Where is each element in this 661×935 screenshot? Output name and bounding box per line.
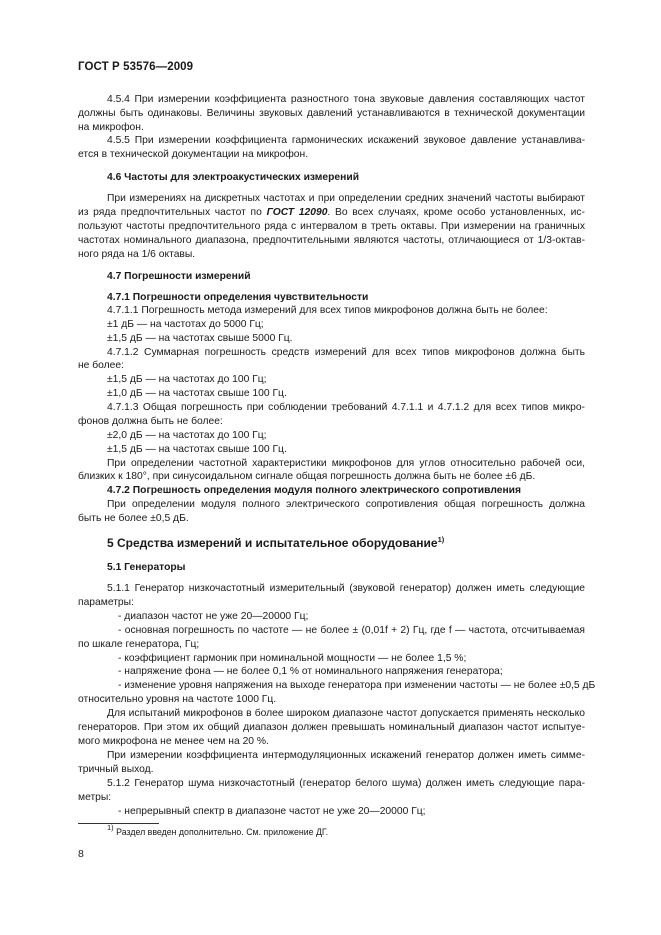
list-item: ±2,0 дБ — на частотах до 100 Гц; xyxy=(107,430,267,441)
paragraph-line: частотах номинального диапазона, предпочтительными являются частоты, отличающиеся от 1/3-октав- xyxy=(78,235,585,246)
chapter-heading xyxy=(107,536,585,550)
paragraph-line: ного ряда на 1/6 октавы. xyxy=(78,249,196,260)
paragraph-line xyxy=(78,206,585,220)
list-item: - коэффициент гармоник при номинальной мощности — не более 1,5 %; xyxy=(118,653,467,664)
paragraph-line: 5.1.2 Генератор шума низкочастотный (генератор белого шума) должен иметь следующие пара- xyxy=(107,778,585,789)
list-item: - непрерывный спектр в диапазоне частот не уже 20—20000 Гц; xyxy=(118,806,426,817)
list-item: - изменение уровня напряжения на выходе генератора при изменении частоты — не более ±0,5 дБ xyxy=(118,680,596,691)
chapter-title: 5 Средства измерений и испытательное оборудование xyxy=(107,536,438,550)
section-heading: 5.1 Генераторы xyxy=(107,562,186,573)
page-number: 8 xyxy=(78,848,84,860)
paragraph-line: 5.1.1 Генератор низкочастотный измерительный (звуковой генератор) должен иметь следующие xyxy=(107,583,585,594)
paragraph-line: При определении модуля полного электрического сопротивления общая погрешность должна xyxy=(107,499,585,510)
paragraph-line: на микрофон. xyxy=(78,122,144,133)
text-run: из ряда предпочтительных частот по xyxy=(78,207,267,218)
paragraph-line: метры: xyxy=(78,792,112,803)
paragraph-line: 4.7.1.2 Суммарная погрешность средств измерений для всех типов микрофонов должна быть xyxy=(107,347,585,358)
paragraph-line: пользуют частоты предпочтительного ряда с интервалом в треть октавы. При измерении на граничных xyxy=(78,221,585,232)
list-item: - напряжение фона — не более 0,1 % от номинального напряжения генератора; xyxy=(118,666,503,677)
paragraph-line: по шкале генератора, Гц; xyxy=(78,639,200,650)
footnote-mark: 1) xyxy=(107,823,114,832)
footnote-divider xyxy=(78,823,159,824)
list-item: ±1,5 дБ — на частотах свыше 100 Гц. xyxy=(107,444,287,455)
paragraph-line: тричный выход. xyxy=(78,764,154,775)
paragraph-line: 4.7.1.1 Погрешность метода измерений для всех типов микрофонов должна быть не более: xyxy=(107,305,548,316)
paragraph-line: 4.5.4 При измерении коэффициента разностного тона звуковые давления составляющих частот xyxy=(107,94,585,105)
list-item: ±1,0 дБ — на частотах свыше 100 Гц. xyxy=(107,388,287,399)
text-run: . Во всех случаях, кроме особо установленных, ис- xyxy=(327,207,585,218)
section-heading: 4.7 Погрешности измерений xyxy=(107,271,251,282)
paragraph-line: близких к 180°, при синусоидальном сигнале общая погрешность должна быть не более ±6 дБ. xyxy=(78,471,536,482)
paragraph-line: 4.5.5 При измерении коэффициента гармонических искажений звуковое давление устанавлива- xyxy=(107,135,585,146)
paragraph-line: должны быть одинаковы. Величины звуковых давлений устанавливаются в технической документации xyxy=(78,108,585,119)
paragraph-line: параметры: xyxy=(78,597,134,608)
document-header: ГОСТ Р 53576—2009 xyxy=(78,61,194,73)
paragraph-line: относительно уровня на частоте 1000 Гц. xyxy=(78,694,277,705)
list-item: ±1,5 дБ — на частотах свыше 5000 Гц. xyxy=(107,333,293,344)
subsection-heading: 4.7.1 Погрешности определения чувствительности xyxy=(107,292,369,303)
list-item: - основная погрешность по частоте — не более ± (0,01f + 2) Гц, где f — частота, отсчитываемая xyxy=(118,625,585,636)
list-item: - диапазон частот не уже 20—20000 Гц; xyxy=(118,611,309,622)
paragraph-line: 4.7.1.3 Общая погрешность при соблюдении требований 4.7.1.1 и 4.7.1.2 для всех типов микро- xyxy=(107,402,585,413)
paragraph-line: быть не более ±0,5 дБ. xyxy=(78,513,189,524)
list-item: ±1 дБ — на частотах до 5000 Гц; xyxy=(107,319,264,330)
paragraph-line: Для испытаний микрофонов в более широком диапазоне частот допускается применять несколько xyxy=(107,708,585,719)
paragraph-line: мого микрофона не менее чем на 20 %. xyxy=(78,736,269,747)
footnote-text: Раздел введен дополнительно. См. приложение ДГ. xyxy=(116,827,329,837)
paragraph-line: не более: xyxy=(78,360,124,371)
paragraph-line: генераторов. При этом их общий диапазон должен превышать номинальный диапазон частот испытуе- xyxy=(78,722,585,733)
paragraph-line: При определении частотной характеристики микрофонов для углов относительно рабочей оси, xyxy=(107,458,585,469)
list-item: ±1,5 дБ — на частотах до 100 Гц; xyxy=(107,374,267,385)
section-heading: 4.6 Частоты для электроакустических измерений xyxy=(107,172,360,183)
footnote-reference: 1) xyxy=(437,535,445,544)
subsection-heading: 4.7.2 Погрешность определения модуля полного электрического сопротивления xyxy=(107,485,522,496)
footnote xyxy=(107,823,329,838)
paragraph-line: фонов должна быть не более: xyxy=(78,416,223,427)
paragraph-line: ется в технической документации на микрофон. xyxy=(78,149,309,160)
paragraph-line: При измерении коэффициента интермодуляционных искажений генератор должен иметь симме- xyxy=(107,750,585,761)
paragraph-line: При измерениях на дискретных частотах и при определении средних значений частоты выбирают xyxy=(107,193,585,204)
standard-reference: ГОСТ 12090 xyxy=(266,207,328,218)
